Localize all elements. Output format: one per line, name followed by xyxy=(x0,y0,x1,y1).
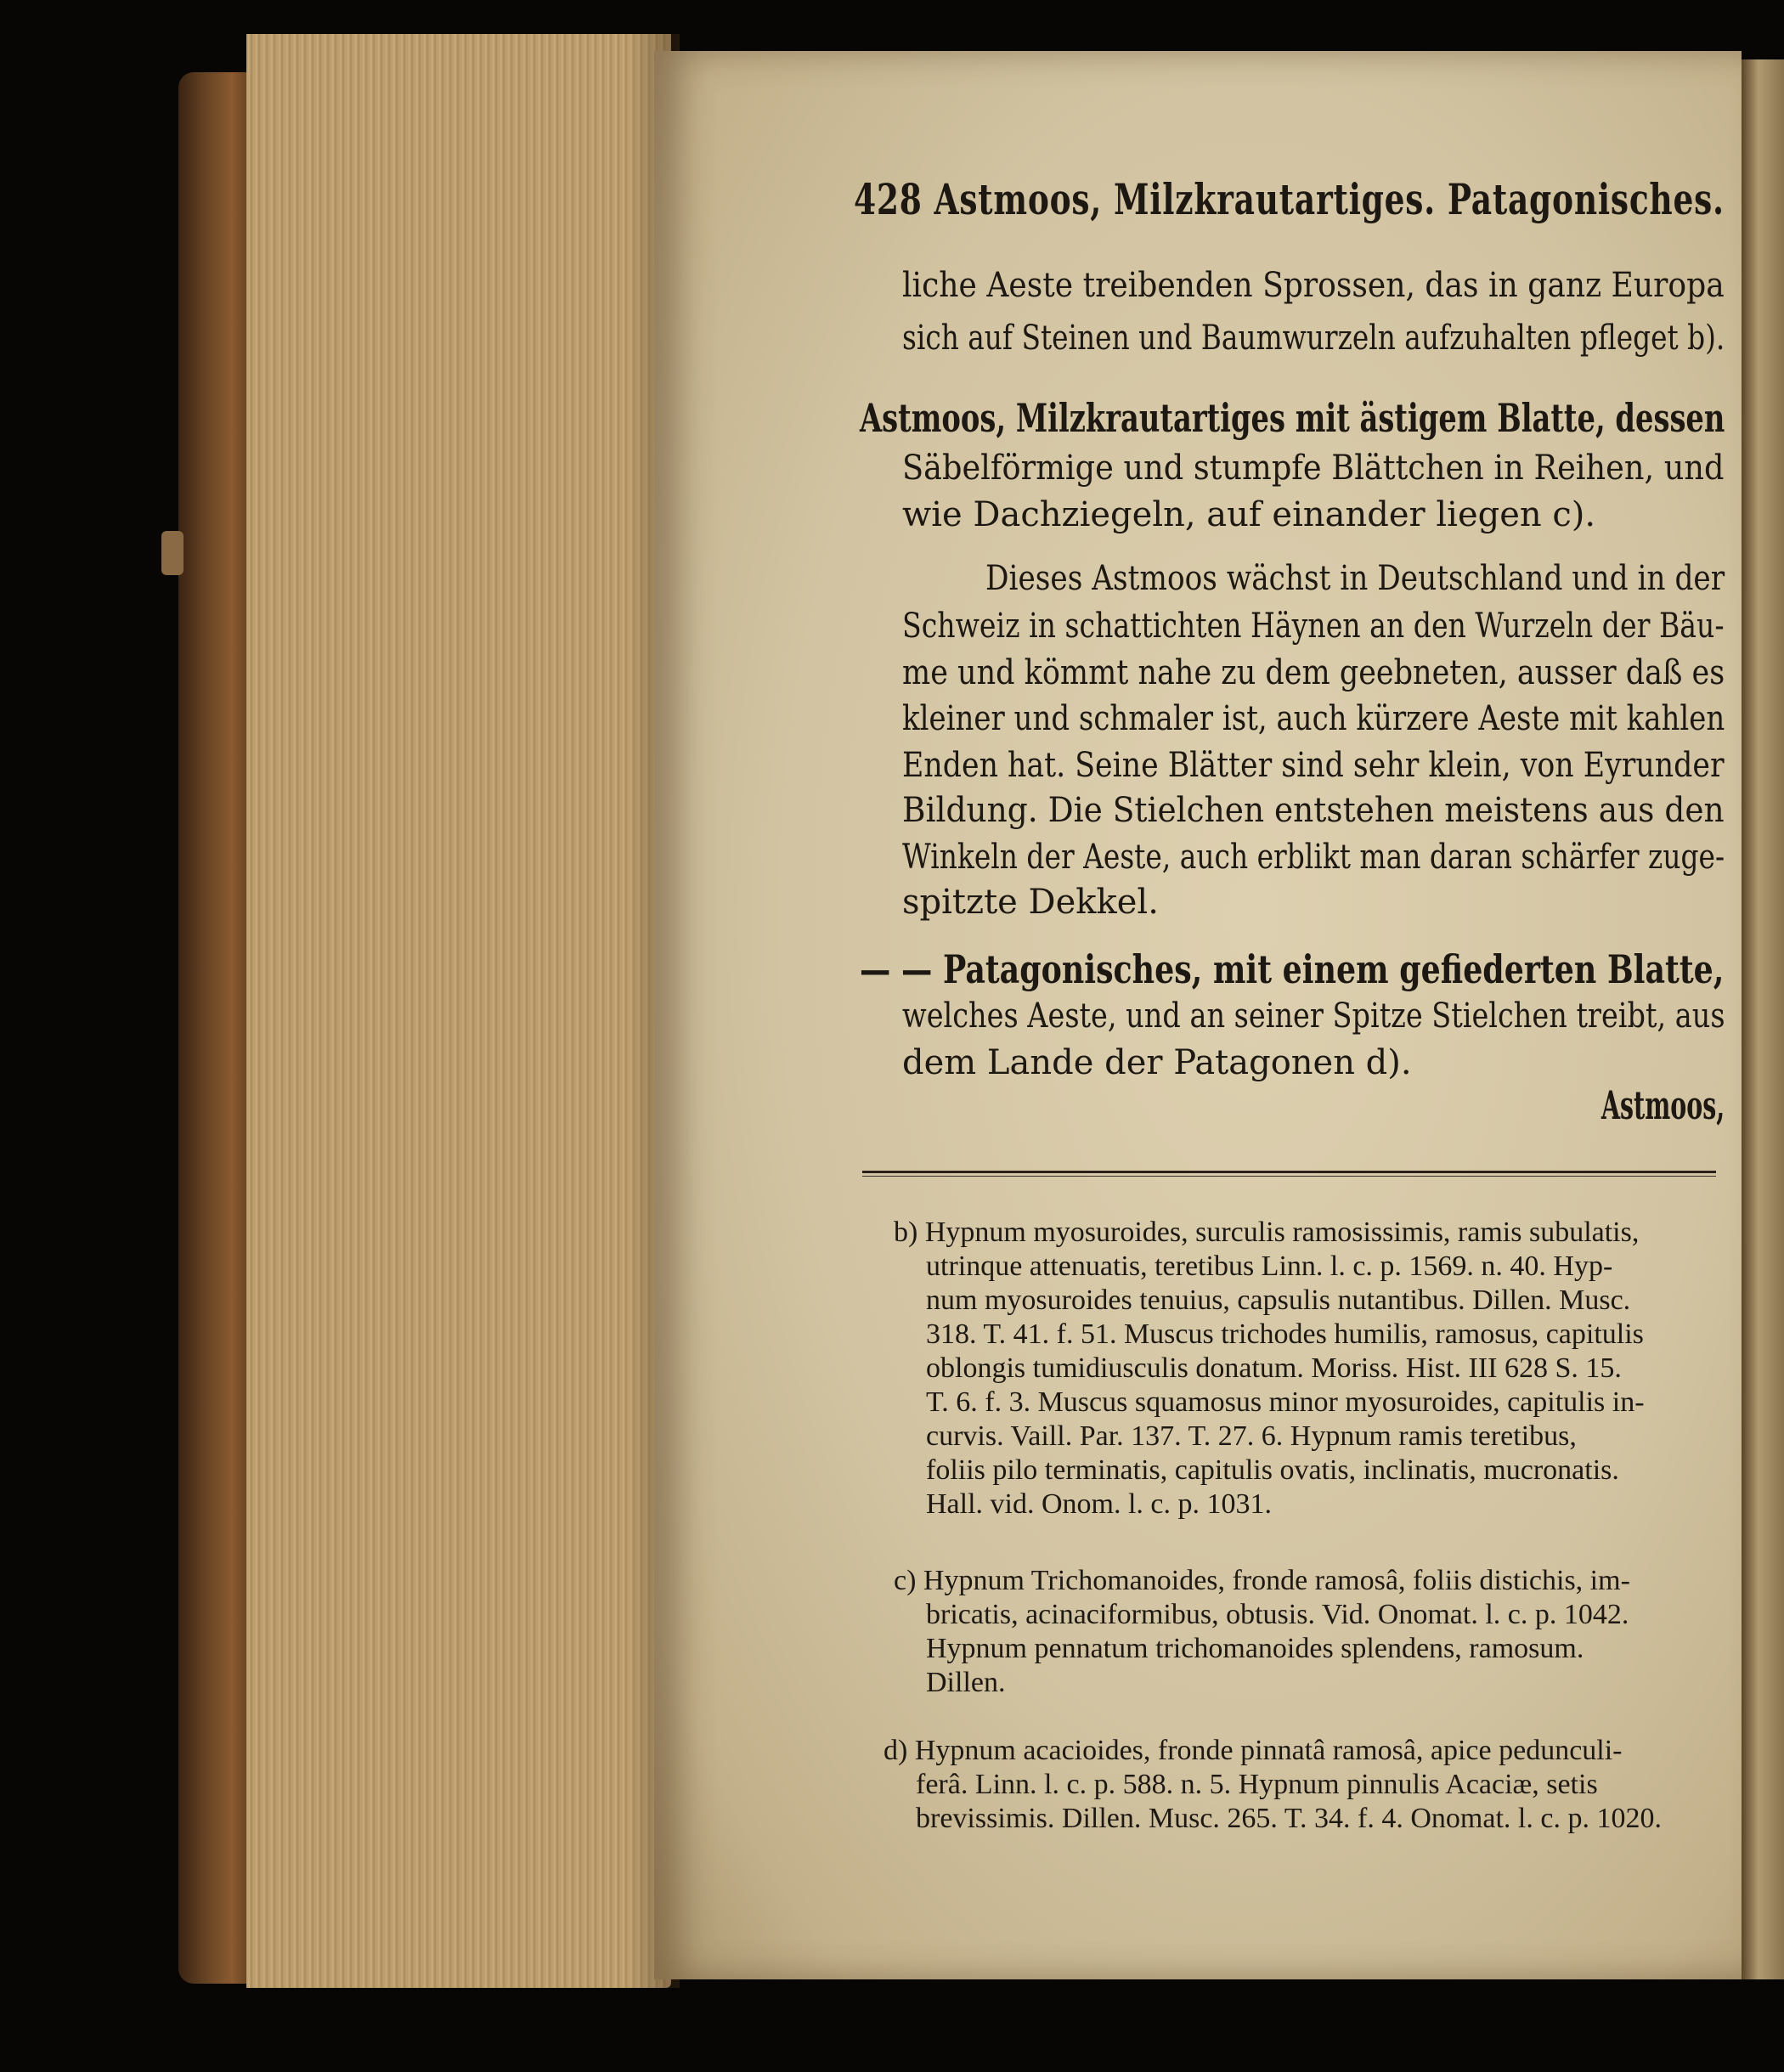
body-line: Enden hat. Seine Blätter sind sehr klein, von Eyrunder xyxy=(902,746,1725,785)
body-line: Dieses Astmoos wächst in Deutschland und in der xyxy=(985,559,1725,598)
footnote-line: 318. T. 41. f. 51. Muscus trichodes humilis, ramosus, capitulis xyxy=(926,1318,1644,1350)
body-line: Winkeln der Aeste, auch erblikt man daran schärfer zuge- xyxy=(902,838,1725,877)
body-line: sich auf Steinen und Baumwurzeln aufzuhalten pfleget b). xyxy=(902,319,1725,358)
body-line: Säbelförmige und stumpfe Blättchen in Reihen, und xyxy=(902,449,1725,488)
footnote-line: c) Hypnum Trichomanoides, fronde ramosâ, foliis distichis, im- xyxy=(894,1565,1630,1596)
book-cover-edge xyxy=(178,72,255,1984)
footnote-line: num myosuroides tenuius, capsulis nutantibus. Dillen. Musc. xyxy=(926,1284,1631,1316)
footnote-line: d) Hypnum acacioides, fronde pinnatâ ramosâ, apice pedunculi- xyxy=(884,1735,1623,1766)
body-line: Bildung. Die Stielchen entstehen meistens aus den xyxy=(902,791,1725,830)
running-header: 428 Astmoos, Milzkrautartiges. Patagonisches. xyxy=(854,174,1725,224)
footnote-line: oblongis tumidiusculis donatum. Moriss. Hist. III 628 S. 15. xyxy=(926,1352,1622,1384)
body-line: kleiner und schmaler ist, auch kürzere Aeste mit kahlen xyxy=(902,699,1725,738)
body-line: liche Aeste treibenden Sprossen, das in ganz Europa xyxy=(902,266,1725,305)
footnote-line: Dillen. xyxy=(926,1667,1006,1698)
entry-heading: Astmoos, Milzkrautartiges mit ästigem Blatte, dessen xyxy=(860,395,1725,441)
footnote-line: ferâ. Linn. l. c. p. 588. n. 5. Hypnum pinnulis Acaciæ, setis xyxy=(916,1769,1598,1800)
footnote-line: utrinque attenuatis, teretibus Linn. l. c. p. 1569. n. 40. Hyp- xyxy=(926,1251,1613,1282)
cover-clasp xyxy=(161,531,183,575)
footnote-rule xyxy=(862,1171,1716,1173)
body-line: dem Lande der Patagonen d). xyxy=(902,1043,1412,1082)
page-block-edges xyxy=(246,34,671,1988)
footnote-line: brevissimis. Dillen. Musc. 265. T. 34. f. 4. Onomat. l. c. p. 1020. xyxy=(916,1803,1662,1834)
footnote-line: Hypnum pennatum trichomanoides splendens, ramosum. xyxy=(926,1633,1584,1664)
body-line: welches Aeste, und an seiner Spitze Stielchen treibt, aus xyxy=(902,996,1725,1036)
body-line: Schweiz in schattichten Häynen an den Wurzeln der Bäu- xyxy=(902,607,1725,646)
facing-page-edge xyxy=(1742,59,1784,1979)
body-line: spitzte Dekkel. xyxy=(902,883,1159,922)
entry-heading: — — Patagonisches, mit einem gefiederten Blatte, xyxy=(860,946,1725,992)
body-line: me und kömmt nahe zu dem geebneten, ausser daß es xyxy=(902,653,1725,692)
catchword: Astmoos, xyxy=(1601,1082,1725,1128)
footnote-rule-thin xyxy=(862,1176,1716,1177)
footnote-line: foliis pilo terminatis, capitulis ovatis, inclinatis, mucronatis. xyxy=(926,1454,1619,1486)
footnote-line: b) Hypnum myosuroides, surculis ramosissimis, ramis subulatis, xyxy=(894,1217,1640,1248)
footnote-line: bricatis, acinaciformibus, obtusis. Vid. Onomat. l. c. p. 1042. xyxy=(926,1599,1629,1630)
footnote-line: curvis. Vaill. Par. 137. T. 27. 6. Hypnum ramis teretibus, xyxy=(926,1420,1577,1452)
body-line: wie Dachziegeln, auf einander liegen c). xyxy=(902,495,1596,534)
footnote-line: Hall. vid. Onom. l. c. p. 1031. xyxy=(926,1488,1273,1520)
footnote-line: T. 6. f. 3. Muscus squamosus minor myosuroides, capitulis in- xyxy=(926,1386,1645,1418)
